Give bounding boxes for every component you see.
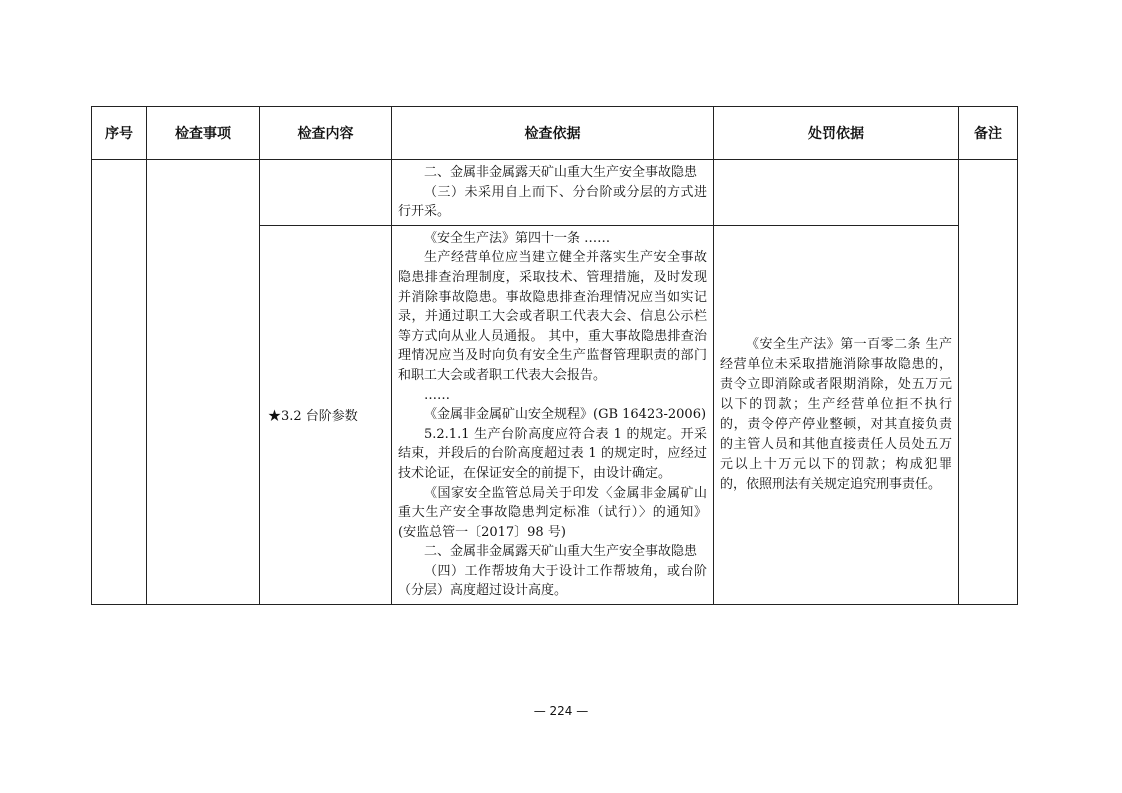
basis-cell xyxy=(392,225,714,604)
basis-paragraph: 《金属非金属矿山安全规程》(GB 16423-2006) xyxy=(424,407,707,423)
penalty-paragraph: 《安全生产法》第一百零二条 生产经营单位未采取措施消除事故隐患的，责令立即消除或者限期消除，处五万元以下的罚款；生产经营单位拒不执行的，责令停产停业整顿，对其直接负责的主管人员和其他直接责任人员处五万元以上十万元以下的罚款；构成犯罪的，依照刑法有关规定追究刑事责任。 xyxy=(720,336,952,492)
content-cell xyxy=(260,160,392,226)
basis-paragraph: …… xyxy=(424,387,450,403)
basis-paragraph: 生产经营单位应当建立健全并落实生产安全事故隐患排查治理制度，采取技术、管理措施，及时发现并消除事故隐患。事故隐患排查治理情况应当如实记录，并通过职工大会或者职工代表大会、信息公示栏等方式向从业人员通报。 其中，重大事故隐患排查治理情况应当及时向负有安全生产监督管理职责的部门和职工大会或者职工代表大会报告。 xyxy=(398,250,707,383)
basis-paragraph: 5.2.1.1 生产台阶高度应符合表 1 的规定。开采结束，并段后的台阶高度超过表 1 的规定时，应经过技术论证，在保证安全的前提下，由设计确定。 xyxy=(398,426,707,481)
header-row xyxy=(92,107,1018,160)
penalty-cell xyxy=(714,160,959,226)
item-cell xyxy=(147,160,260,605)
page-number: — 224 — xyxy=(533,704,589,718)
remarks-cell xyxy=(959,160,1018,605)
basis-paragraph: 《安全生产法》第四十一条 …… xyxy=(424,230,611,246)
header-penalty: 处罚依据 xyxy=(714,107,959,160)
basis-cell xyxy=(392,160,714,226)
basis-paragraph: 《国家安全监管总局关于印发〈金属非金属矿山重大生产安全事故隐患判定标准（试行）〉的通知》(安监总管一〔2017〕98 号) xyxy=(398,485,707,540)
header-basis: 检查依据 xyxy=(392,107,714,160)
table-row xyxy=(92,160,1018,226)
basis-paragraph: 二、金属非金属露天矿山重大生产安全事故隐患 xyxy=(424,544,698,560)
inspection-table xyxy=(91,106,1018,605)
serial-cell xyxy=(92,160,147,605)
basis-paragraph: 二、金属非金属露天矿山重大生产安全事故隐患 xyxy=(424,165,698,180)
basis-paragraph: （三）未采用自上而下、分台阶或分层的方式进行开采。 xyxy=(398,184,707,220)
header-remarks: 备注 xyxy=(959,107,1018,160)
header-content: 检查内容 xyxy=(260,107,392,160)
header-serial: 序号 xyxy=(92,107,147,160)
basis-paragraph: （四）工作帮坡角大于设计工作帮坡角，或台阶（分层）高度超过设计高度。 xyxy=(398,563,707,599)
header-item: 检查事项 xyxy=(147,107,260,160)
content-cell: ★3.2 台阶参数 xyxy=(260,225,392,604)
penalty-cell xyxy=(714,225,959,604)
